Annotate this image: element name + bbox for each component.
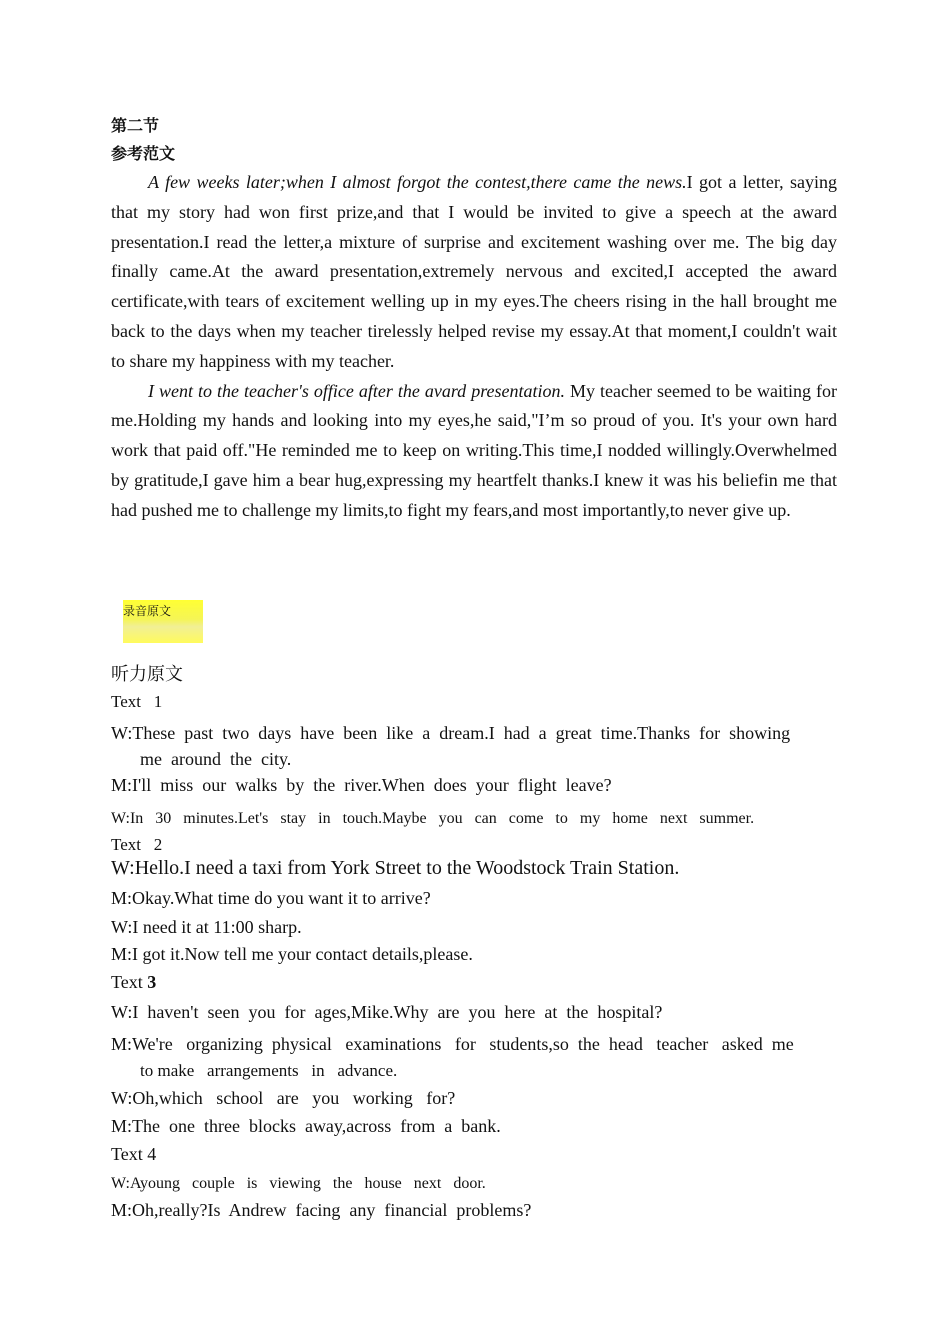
text-label-2: Text 2 <box>111 835 163 854</box>
dialogue-line: M:I got it.Now tell me your contact details,please. <box>111 944 473 964</box>
essay-paragraph-1-text: I got a letter, saying that my story had won first prize,and that I would be invited to give a speech at the award presentation.I read the letter,a mixture of surprise and excitement washing over me. The big day finally came.At the award presentation,extremely nervous and excited,I accepted the award certificate,with tears of excitement welling up in my eyes.The cheers rising in the hall brought me back to the days when my teacher tirelessly helped revise my essay.At that moment,I couldn't wait to share my happiness with my teacher. <box>111 172 837 371</box>
document-body <box>111 112 837 526</box>
dialogue-line: W:In 30 minutes.Let's stay in touch.Maybe you can come to my home next summer. <box>111 810 755 827</box>
dialogue-line-continuation: me around the city. <box>140 749 292 769</box>
listening-title: 听力原文 <box>111 664 183 685</box>
dialogue-line: M:We're organizing physical examinations for students,so the head teacher asked me <box>111 1034 794 1054</box>
dialogue-line: W:These past two days have been like a dream.I had a great time.Thanks for showing <box>111 723 791 743</box>
essay-paragraph-1 <box>111 168 837 377</box>
text-label-3-word: Text <box>111 972 148 992</box>
dialogue-line: W:I haven't seen you for ages,Mike.Why are you here at the hospital? <box>111 1002 663 1022</box>
text-label-1: Text 1 <box>111 692 163 711</box>
section-title: 第二节 <box>111 116 160 135</box>
essay-paragraph-2 <box>111 377 837 526</box>
text-label-4: Text 4 <box>111 1144 157 1164</box>
dialogue-line: W:Ayoung couple is viewing the house next door. <box>111 1175 486 1192</box>
audio-transcript-badge-label: 录音原文 <box>123 604 172 618</box>
dialogue-line: W:Hello.I need a taxi from York Street to the Woodstock Train Station. <box>111 857 680 879</box>
essay-paragraph-2-opening: I went to the teacher's office after the avard presentation. <box>148 380 566 401</box>
text-label-3-number: 3 <box>147 972 157 992</box>
audio-transcript-badge <box>123 600 203 643</box>
essay-paragraph-1-opening: A few weeks later;when I almost forgot the contest,there came the news. <box>148 172 687 192</box>
dialogue-line: M:The one three blocks away,across from a bank. <box>111 1116 501 1136</box>
dialogue-line: M:Okay.What time do you want it to arrive? <box>111 888 431 908</box>
dialogue-line: M:Oh,really?Is Andrew facing any financial problems? <box>111 1200 532 1220</box>
dialogue-line: W:Oh,which school are you working for? <box>111 1088 456 1108</box>
section-subtitle: 参考范文 <box>111 144 176 163</box>
dialogue-line: W:I need it at 11:00 sharp. <box>111 917 302 937</box>
dialogue-line-continuation: to make arrangements in advance. <box>140 1061 398 1080</box>
dialogue-line: M:I'll miss our walks by the river.When does your flight leave? <box>111 775 612 795</box>
essay-paragraph-2-text: My teacher seemed to be waiting for me.Holding my hands and looking into my eyes,he said,"I’m so proud of you. It's your own hard work that paid off."He reminded me to keep on writing.This time,I nodded willingly.Overwhelmed by gratitude,I gave him a bear hug,expressing my heartfelt thanks.I knew it was his beliefin me that had pushed me to challenge my limits,to fight my fears,and most importantly,to never give up. <box>111 380 837 520</box>
text-label-3 <box>111 972 156 993</box>
